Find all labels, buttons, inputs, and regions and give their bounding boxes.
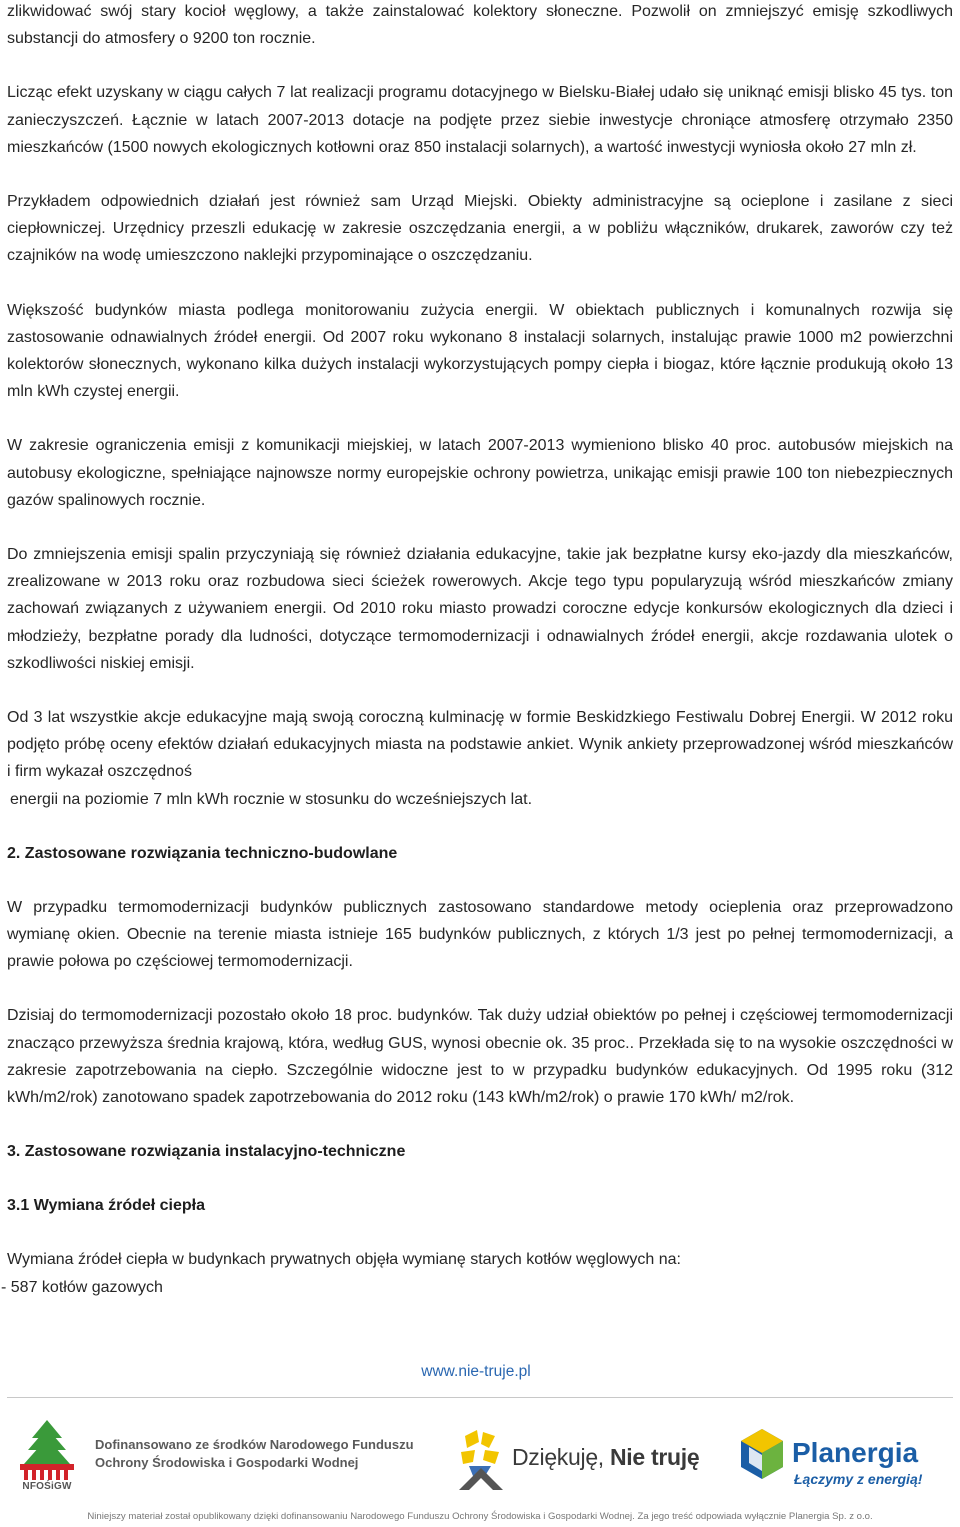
paragraph-7: Od 3 lat wszystkie akcje edukacyjne mają swoją coroczną kulminację w formie Beskidzkiego Festiwalu Dobrej Energii. W 2012 roku podjęto próbę oceny efektów działań edukacyjnych miasta na podstawie ankiet. Wynik ankiety przeprowadzonej wśród mieszkańców i firm wykazał oszczędnoś	[7, 709, 953, 781]
dziekuje-nie-truje-wordmark: Dziękuję, Nie truję	[512, 1444, 700, 1470]
nfosigw-funding-text: Dofinansowano ze środków Narodowego Funduszu Ochrony Środowiska i Gospodarki Wodnej	[95, 1437, 414, 1470]
planergia-logo-icon	[737, 1427, 787, 1483]
paragraph-1: zlikwidować swój stary kocioł węglowy, a także zainstalować kolektory słoneczne. Pozwolił on zmniejszyć emisję szkodliwych substancji do atmosfery o 9200 ton rocznie.	[7, 3, 953, 48]
footer-divider	[7, 1397, 953, 1398]
paragraph-8: W przypadku termomodernizacji budynków publicznych zastosowano standardowe metody ocieplenia oraz przeprowadzono wymianę okien. Obecnie na terenie miasta istnieje 165 budynków publicznych, z których 1/3 jest po pełnej termomodernizacji, a prawie połowa po częściowej termomodernizacji.	[7, 898, 953, 971]
planergia-wordmark: Planergia	[792, 1437, 919, 1468]
funding-disclaimer: Niniejszy materiał został opublikowany dzięki dofinansowaniu Narodowego Funduszu Ochrony Środowiska i Gospodarki Wodnej. Za jego treść odpowiada wyłącznie Planergia Sp. z o.o.	[87, 1511, 873, 1522]
website-link[interactable]: www.nie-truje.pl	[421, 1363, 531, 1380]
section-heading-3: 3. Zastosowane rozwiązania instalacyjno-techniczne	[7, 1143, 406, 1161]
paragraph-6: Do zmniejszenia emisji spalin przyczyniają się również działania edukacyjne, takie jak bezpłatne kursy eko-jazdy dla mieszkańców, zrealizowane w 2013 roku oraz rozbudowa sieci ścieżek rowerowych. Akcje tego typu popularyzują wśród mieszkańców zmiany zachowań związanych z używaniem energii. Od 2010 roku miasto prowadzi coroczne edycje konkursów ekologicznych dla dzieci i młodzieży, bezpłatne porady dla ludności, dotyczące termomodernizacji i odnawialnych źródeł energii, akcje rozdawania ulotek o szkodliwości niskiej emisji.	[7, 546, 953, 672]
paragraph-10: Wymiana źródeł ciepła w budynkach prywatnych objęła wymianę starych kotłów węglowych na:	[7, 1251, 681, 1269]
section-heading-3-1: 3.1 Wymiana źródeł ciepła	[7, 1197, 206, 1215]
paragraph-5: W zakresie ograniczenia emisji z komunikacji miejskiej, w latach 2007-2013 wymieniono blisko 40 proc. autobusów miejskich na autobusy ekologiczne, spełniające najnowsze normy europejskie ochrony powietrza, unikając emisji prawie 100 ton niebezpiecznych gazów spalinowych rocznie.	[7, 437, 953, 509]
nfosigw-label: NFOŚiGW	[22, 1481, 72, 1492]
dziekuje-nie-truje-logo-icon	[455, 1428, 507, 1492]
paragraph-2: Licząc efekt uzyskany w ciągu całych 7 lat realizacji programu dotacyjnego w Bielsku-Białej udało się uniknąć emisji blisko 45 tys. ton zanieczyszczeń. Łącznie w latach 2007-2013 dotacje na podjęte przez siebie inwestycje chroniące atmosferę otrzymało 2350 mieszkańców (1500 nowych ekologicznych kotłowni oraz 850 instalacji solarnych), a wartość inwestycji wyniosła około 27 mln zł.	[7, 84, 953, 156]
paragraph-4: Większość budynków miasta podlega monitorowaniu zużycia energii. W obiektach publicznych i komunalnych rozwija się zastosowanie odnawialnych źródeł energii. Od 2007 roku wykonano 8 instalacji solarnych, instalując prawie 1000 m2 powierzchni kolektorów słonecznych, wykonano kilka dużych instalacji wykorzystujących pompy ciepła i biogaz, które łącznie produkują około 13 mln kWh czystej energii.	[7, 301, 953, 401]
document-body	[1, 0, 953, 1301]
paragraph-7-continued: energii na poziomie 7 mln kWh rocznie w stosunku do wcześniejszych lat.	[10, 790, 533, 808]
planergia-tagline: Łączymy z energią!	[794, 1471, 923, 1487]
section-heading-2: 2. Zastosowane rozwiązania techniczno-budowlane	[7, 844, 398, 862]
paragraph-3: Przykładem odpowiednich działań jest również sam Urząd Miejski. Obiekty administracyjne są ocieplone i zasilane z sieci ciepłowniczej. Urzędnicy przeszli edukację w zakresie oszczędzania energii, a w pobliżu włączników, drukarek, zaworów czy też czajników na wodę umieszczono naklejki przypominające o oszczędzaniu.	[7, 193, 953, 265]
list-item-gas-boilers: - 587 kotłów gazowych	[1, 1278, 163, 1296]
paragraph-9: Dzisiaj do termomodernizacji pozostało około 18 proc. budynków. Tak duży udział obiektów po pełnej i częściowej termomodernizacji znacząco przewyższa średnia krajową, która, według GUS, wynosi obecnie ok. 35 proc.. Przekłada się to na wysokie oszczędności w zakresie zapotrzebowania na ciepło. Szczególnie widoczne jest to w przypadku budynków edukacyjnych. Od 1995 roku (312 kWh/m2/rok) zanotowano spadek zapotrzebowania do 2012 roku (143 kWh/m2/rok) o prawie 170 kWh/ m2/rok.	[7, 1007, 953, 1107]
